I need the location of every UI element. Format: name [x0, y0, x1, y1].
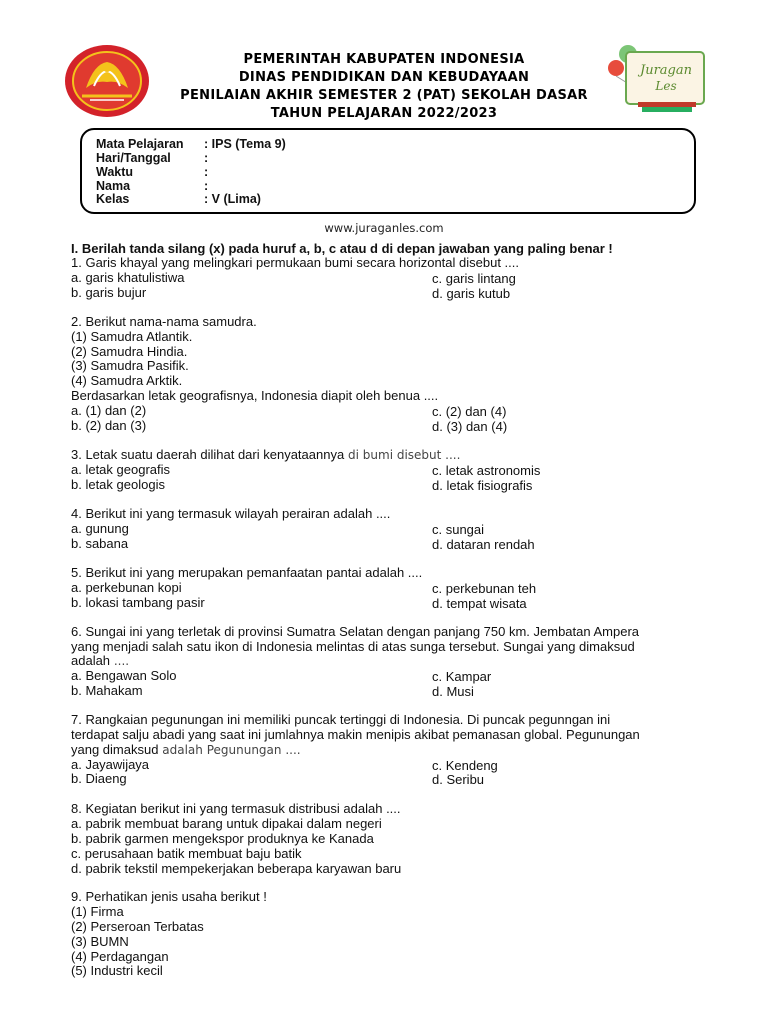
q4-option-a: a. gunung — [71, 521, 129, 536]
q7-option-d: d. Seribu — [432, 772, 485, 787]
q8-option-c: c. perusahaan batik membuat baju batik — [71, 846, 302, 861]
header-government: PEMERINTAH KABUPATEN INDONESIA — [243, 52, 525, 67]
q2-stem: Berdasarkan letak geografisnya, Indonesia diapit oleh benua .... — [71, 388, 439, 403]
q4-option-c: c. sungai — [432, 522, 485, 537]
q8-option-b: b. pabrik garmen mengekspor produknya ke Kanada — [71, 831, 374, 846]
q2-item: (4) Samudra Arktik. — [71, 373, 183, 388]
question-6: 6. Sungai ini yang terletak di provinsi Sumatra Selatan dengan panjang 750 km. Jembatan Ampera — [71, 624, 640, 639]
question-2: 2. Berikut nama-nama samudra. — [71, 314, 257, 329]
q6-option-d: d. Musi — [432, 684, 474, 699]
q7-option-c: c. Kendeng — [432, 758, 498, 773]
q5-option-a: a. perkebunan kopi — [71, 580, 182, 595]
question-4: 4. Berikut ini yang termasuk wilayah perairan adalah .... — [71, 506, 391, 521]
info-name: Nama : — [96, 179, 209, 193]
q3-option-b: b. letak geologis — [71, 477, 165, 492]
header-department: DINAS PENDIDIKAN DAN KEBUDAYAAN — [238, 70, 530, 85]
q6-option-b: b. Mahakam — [71, 683, 143, 698]
question-6-line: yang menjadi salah satu ikon di Indonesia melintas di atas sunga tersebut. Sungai yang dimaksud — [71, 639, 635, 654]
q9-item: (1) Firma — [71, 904, 124, 919]
info-time: Waktu : — [96, 165, 209, 179]
question-7-line: terdapat salju abadi yang saat ini jumlahnya makin menipis akibat pemanasan global. Pegunungan — [71, 727, 640, 742]
q5-option-d: d. tempat wisata — [432, 596, 527, 611]
q8-option-a: a. pabrik membuat barang untuk dipakai dalam negeri — [71, 816, 382, 831]
q1-option-a: a. garis khatulistiwa — [71, 270, 185, 285]
q8-option-d: d. pabrik tekstil mempekerjakan beberapa karyawan baru — [71, 861, 402, 876]
q9-item: (5) Industri kecil — [71, 963, 163, 978]
question-5: 5. Berikut ini yang merupakan pemanfaatan pantai adalah .... — [71, 565, 423, 580]
question-9: 9. Perhatikan jenis usaha berikut ! — [71, 889, 267, 904]
q5-option-c: c. perkebunan teh — [432, 581, 537, 596]
q2-item: (2) Samudra Hindia. — [71, 344, 188, 359]
header-school-year: TAHUN PELAJARAN 2022/2023 — [270, 106, 498, 121]
logo-text-les: Les — [655, 79, 677, 93]
q2-option-d: d. (3) dan (4) — [432, 419, 508, 434]
website-url: www.juraganles.com — [324, 221, 444, 235]
q3-option-a: a. letak geografis — [71, 462, 171, 477]
question-6-line: adalah .... — [71, 653, 130, 668]
question-7-line: yang dimaksud adalah Pegunungan .... — [71, 742, 301, 757]
info-subject: Mata Pelajaran : IPS (Tema 9) — [96, 137, 286, 151]
q9-item: (4) Perdagangan — [71, 949, 169, 964]
q7-option-b: b. Diaeng — [71, 771, 127, 786]
q5-option-b: b. lokasi tambang pasir — [71, 595, 205, 610]
q6-option-a: a. Bengawan Solo — [71, 668, 177, 683]
q1-option-c: c. garis lintang — [432, 271, 516, 286]
q4-option-d: d. dataran rendah — [432, 537, 535, 552]
q9-item: (2) Perseroan Terbatas — [71, 919, 204, 934]
info-class: Kelas : V (Lima) — [96, 192, 261, 206]
q3-option-d: d. letak fisiografis — [432, 478, 533, 493]
q2-option-c: c. (2) dan (4) — [432, 404, 507, 419]
question-7: 7. Rangkaian pegunungan ini memiliki puncak tertinggi di Indonesia. Di puncak pegunngan ini — [71, 712, 611, 727]
q1-option-d: d. garis kutub — [432, 286, 511, 301]
question-8: 8. Kegiatan berikut ini yang termasuk distribusi adalah .... — [71, 801, 401, 816]
question-3: 3. Letak suatu daerah dilihat dari kenyataannya di bumi disebut .... — [71, 447, 461, 462]
q2-option-b: b. (2) dan (3) — [71, 418, 147, 433]
q2-item: (3) Samudra Pasifik. — [71, 358, 189, 373]
instruction: I. Berilah tanda silang (x) pada huruf a, b, c atau d di depan jawaban yang paling benar ! — [71, 241, 613, 256]
q2-item: (1) Samudra Atlantik. — [71, 329, 193, 344]
q6-option-c: c. Kampar — [432, 669, 492, 684]
q9-item: (3) BUMN — [71, 934, 129, 949]
header-exam-title: PENILAIAN AKHIR SEMESTER 2 (PAT) SEKOLAH DASAR — [180, 88, 588, 103]
logo-text-juragan: Juragan — [640, 63, 692, 78]
q2-option-a: a. (1) dan (2) — [71, 403, 147, 418]
q7-option-a: a. Jayawijaya — [71, 757, 150, 772]
student-info-box — [80, 128, 696, 214]
q3-option-c: c. letak astronomis — [432, 463, 541, 478]
info-date: Hari/Tanggal : — [96, 151, 209, 165]
q1-option-b: b. garis bujur — [71, 285, 147, 300]
q4-option-b: b. sabana — [71, 536, 129, 551]
question-1: 1. Garis khayal yang melingkari permukaan bumi secara horizontal disebut .... — [71, 255, 519, 270]
